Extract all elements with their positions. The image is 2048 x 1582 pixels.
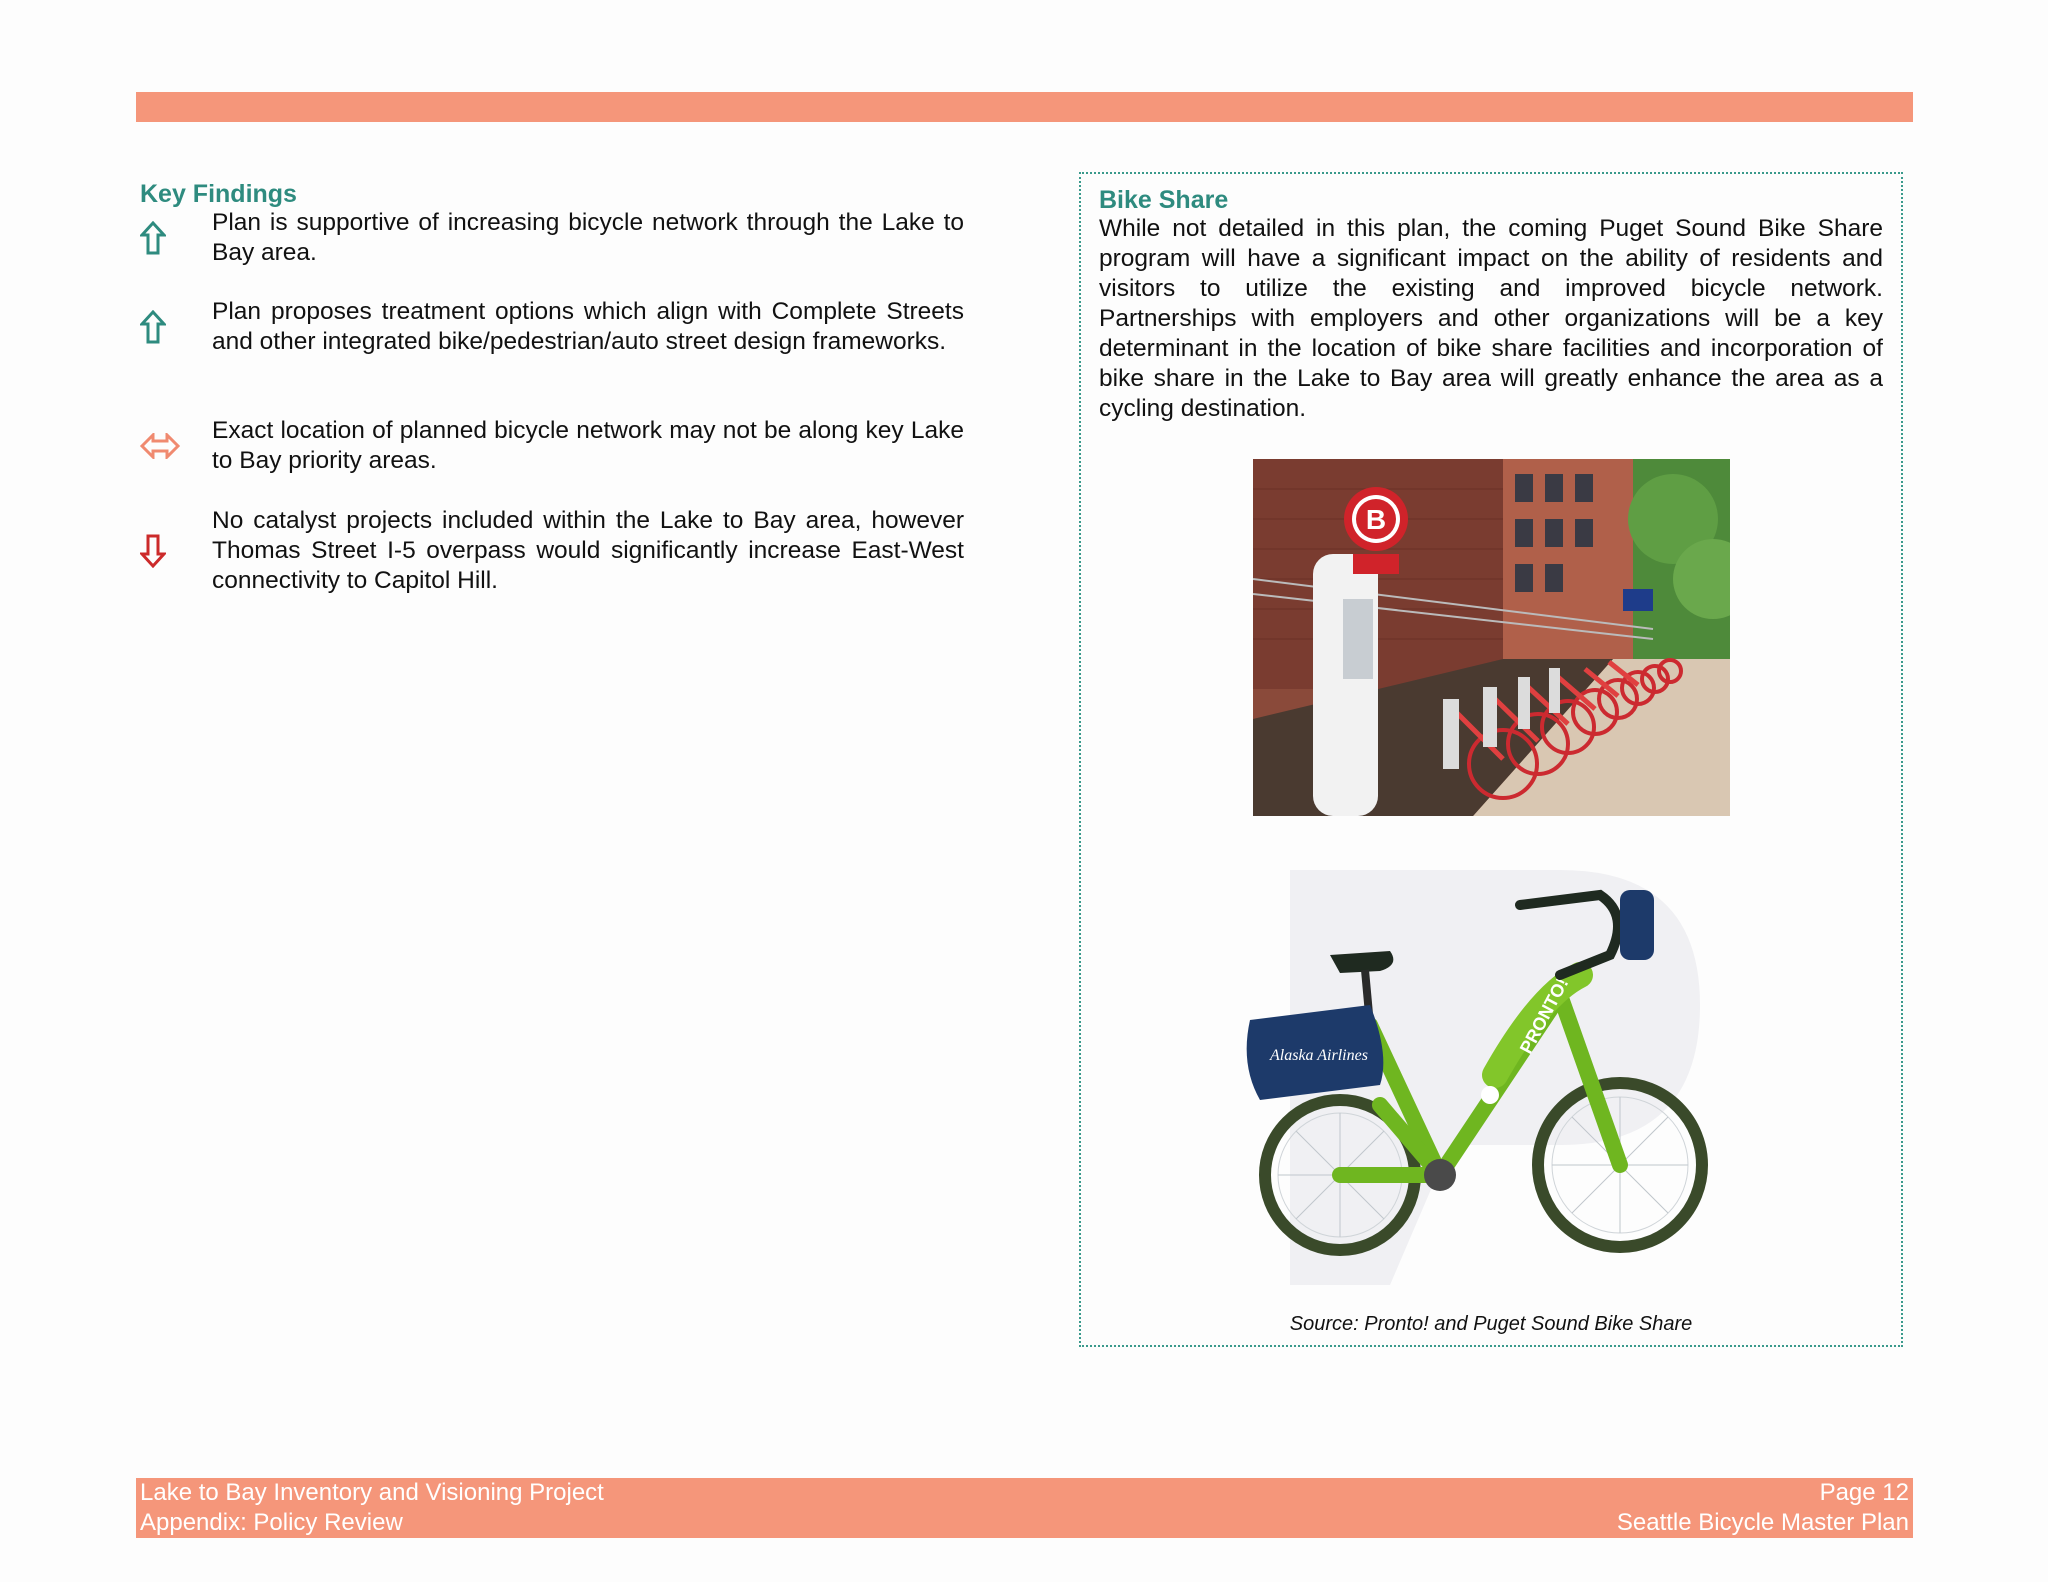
footer-plan-title: Seattle Bicycle Master Plan	[1616, 1509, 1909, 1536]
key-findings-heading: Key Findings	[140, 180, 297, 208]
finding-text: Exact location of planned bicycle network may not be along key Lake to Bay priority areas.	[212, 417, 964, 474]
image-source-caption: Source: Pronto! and Puget Sound Bike Share	[1289, 1313, 1693, 1335]
pronto-bike-photo	[1230, 855, 1750, 1295]
footer-left	[140, 1478, 604, 1538]
bike-station-photo	[1253, 459, 1730, 816]
up-arrow-icon	[140, 221, 212, 255]
footer-bar	[136, 1478, 1913, 1538]
footer-page-number: Page 12	[1819, 1479, 1909, 1506]
station-logo-letter: B	[1365, 504, 1387, 535]
left-right-arrow-icon	[140, 433, 212, 459]
finding-item	[140, 208, 964, 268]
header-accent-bar	[136, 92, 1913, 122]
down-arrow-icon	[140, 534, 212, 568]
finding-item	[140, 506, 964, 596]
footer-right	[1617, 1478, 1909, 1538]
bike-share-body: While not detailed in this plan, the coming Puget Sound Bike Share program will have a significant impact on the ability of residents and visitors to utilize the existing and improved bicycle network. Partnerships with employers and other organizations will be a key determinant in the location of bike share facilities and incorporation of bike share in the Lake to Bay area will greatly enhance the area as a cycling destination.	[1099, 215, 1883, 422]
finding-text: No catalyst projects included within the Lake to Bay area, however Thomas Street I-5 overpass would significantly increase East-West connectivity to Capitol Hill.	[212, 507, 964, 594]
finding-item	[140, 297, 964, 357]
up-arrow-icon	[140, 310, 212, 344]
footer-appendix-title: Appendix: Policy Review	[140, 1509, 403, 1536]
finding-text: Plan is supportive of increasing bicycle network through the Lake to Bay area.	[212, 209, 964, 266]
finding-text: Plan proposes treatment options which align with Complete Streets and other integrated bike/pedestrian/auto street design frameworks.	[212, 298, 964, 355]
footer-project-title: Lake to Bay Inventory and Visioning Project	[140, 1479, 604, 1506]
bike-brand-label: PRONTO!	[1515, 974, 1573, 1057]
bike-share-heading: Bike Share	[1099, 186, 1229, 214]
bike-sponsor-label: Alaska Airlines	[1270, 1047, 1368, 1064]
finding-item	[140, 416, 964, 476]
